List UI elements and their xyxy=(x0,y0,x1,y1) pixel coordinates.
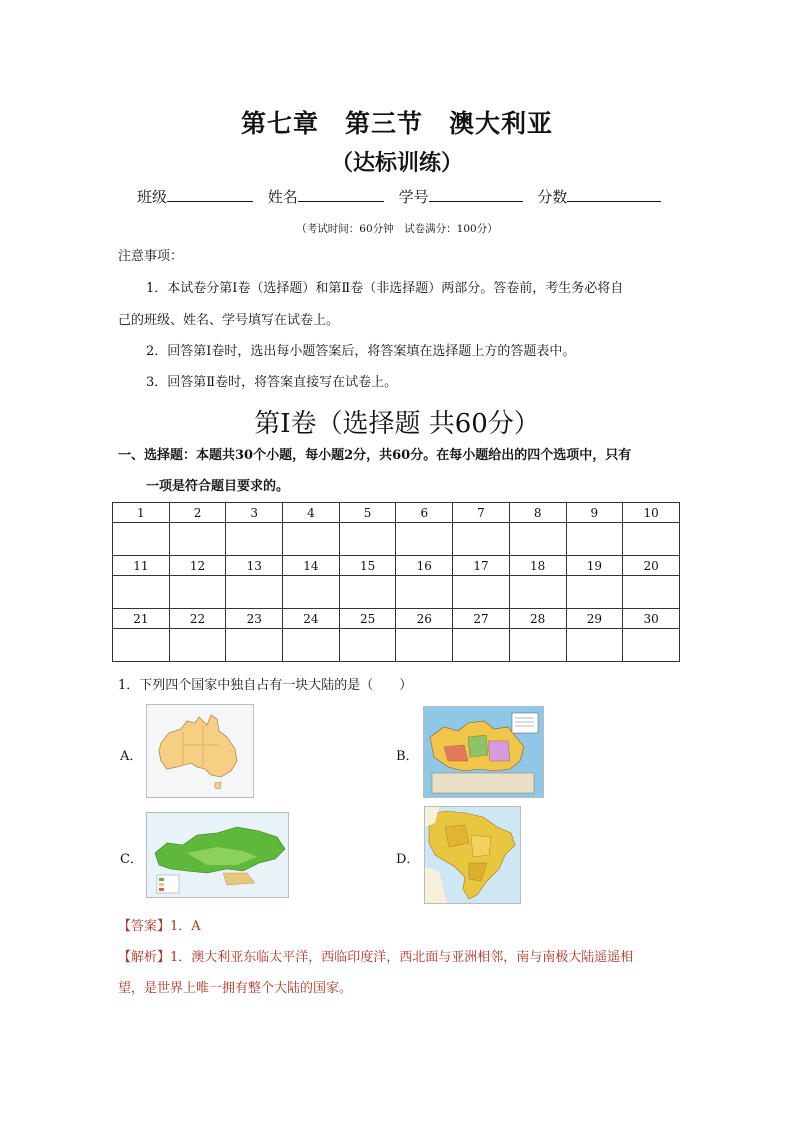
analysis-text-cont: 望，是世界上唯一拥有整个大陆的国家。 xyxy=(118,981,353,996)
analysis-tag: 【解析】 xyxy=(118,950,171,965)
answer-cell[interactable] xyxy=(283,576,340,609)
table-cell: 2 xyxy=(169,503,226,523)
option-a-label[interactable]: A． xyxy=(120,749,143,764)
table-row xyxy=(113,503,680,523)
answer-cell[interactable] xyxy=(113,523,170,556)
answer-cell[interactable] xyxy=(283,523,340,556)
answer-cell[interactable] xyxy=(623,576,680,609)
table-row xyxy=(113,629,680,662)
answer-cell[interactable] xyxy=(453,523,510,556)
answer-cell[interactable] xyxy=(226,576,283,609)
table-cell: 28 xyxy=(509,609,566,629)
page-subtitle: （达标训练） xyxy=(330,151,463,176)
student-info-line xyxy=(137,186,661,207)
section-instruction-cont: 一项是符合题目要求的。 xyxy=(146,479,290,494)
table-row xyxy=(113,523,680,556)
brazil-map[interactable] xyxy=(424,806,521,904)
table-cell: 27 xyxy=(453,609,510,629)
field-name-label: 姓名 xyxy=(267,188,298,206)
brazil-map-graphic xyxy=(425,807,520,903)
note-item-1-cont: 己的班级、姓名、学号填写在试卷上。 xyxy=(118,313,340,328)
answer-cell[interactable] xyxy=(226,629,283,662)
table-cell: 24 xyxy=(283,609,340,629)
table-cell: 21 xyxy=(113,609,170,629)
table-cell: 16 xyxy=(396,556,453,576)
answer-cell[interactable] xyxy=(453,629,510,662)
option-b-label[interactable]: B． xyxy=(396,749,419,764)
analysis-text: 1．澳大利亚东临太平洋，西临印度洋，西北面与亚洲相邻，南与南极大陆遥遥相 xyxy=(170,950,634,965)
field-id-blank[interactable] xyxy=(429,187,523,202)
answer-cell[interactable] xyxy=(339,629,396,662)
answer-cell[interactable] xyxy=(283,629,340,662)
answer-cell[interactable] xyxy=(509,576,566,609)
table-cell: 25 xyxy=(339,609,396,629)
answer-cell[interactable] xyxy=(396,576,453,609)
section-title: 第Ⅰ卷（选择题 共60分） xyxy=(254,409,540,439)
russia-map-graphic xyxy=(147,813,288,897)
australia-map-graphic xyxy=(147,705,253,797)
table-cell: 3 xyxy=(226,503,283,523)
table-cell: 20 xyxy=(623,556,680,576)
answer-cell[interactable] xyxy=(169,629,226,662)
table-cell: 22 xyxy=(169,609,226,629)
table-cell: 23 xyxy=(226,609,283,629)
answer-cell[interactable] xyxy=(169,523,226,556)
table-cell: 10 xyxy=(623,503,680,523)
table-cell: 18 xyxy=(509,556,566,576)
answer-cell[interactable] xyxy=(339,576,396,609)
field-class-label: 班级 xyxy=(137,188,168,206)
answer-tag: 【答案】 xyxy=(118,919,171,934)
table-cell: 11 xyxy=(113,556,170,576)
option-c-label[interactable]: C． xyxy=(120,852,143,867)
canada-map[interactable] xyxy=(423,706,544,798)
table-cell: 9 xyxy=(566,503,623,523)
answer-cell[interactable] xyxy=(169,576,226,609)
answer-table xyxy=(112,502,680,662)
field-name-blank[interactable] xyxy=(298,187,384,202)
answer-cell[interactable] xyxy=(623,629,680,662)
table-cell: 26 xyxy=(396,609,453,629)
table-cell: 1 xyxy=(113,503,170,523)
answer-cell[interactable] xyxy=(566,576,623,609)
note-item-1: 1．本试卷分第Ⅰ卷（选择题）和第Ⅱ卷（非选择题）两部分。答卷前，考生务必将自 xyxy=(146,281,624,296)
page-title: 第七章 第三节 澳大利亚 xyxy=(240,109,553,138)
table-cell: 15 xyxy=(339,556,396,576)
question-1-stem: 1．下列四个国家中独自占有一块大陆的是（ ） xyxy=(118,678,413,693)
note-item-3: 3．回答第Ⅱ卷时，将答案直接写在试卷上。 xyxy=(146,375,398,390)
table-cell: 12 xyxy=(169,556,226,576)
table-cell: 6 xyxy=(396,503,453,523)
table-cell: 19 xyxy=(566,556,623,576)
section-instruction: 一、选择题：本题共30个小题，每小题2分，共60分。在每小题给出的四个选项中，只有 xyxy=(118,448,632,463)
exam-time-note: （考试时间：60分钟 试卷满分：100分） xyxy=(296,223,498,235)
notes-heading: 注意事项： xyxy=(118,249,184,264)
field-score-blank[interactable] xyxy=(567,187,661,202)
table-row xyxy=(113,556,680,576)
answer-cell[interactable] xyxy=(113,576,170,609)
table-cell: 17 xyxy=(453,556,510,576)
table-cell: 13 xyxy=(226,556,283,576)
answer-cell[interactable] xyxy=(226,523,283,556)
answer-cell[interactable] xyxy=(509,629,566,662)
table-row xyxy=(113,576,680,609)
answer-cell[interactable] xyxy=(396,629,453,662)
answer-cell[interactable] xyxy=(566,629,623,662)
answer-line xyxy=(118,915,201,934)
answer-cell[interactable] xyxy=(339,523,396,556)
table-cell: 8 xyxy=(509,503,566,523)
table-cell: 5 xyxy=(339,503,396,523)
answer-value: 1．A xyxy=(170,919,201,934)
table-cell: 7 xyxy=(453,503,510,523)
answer-cell[interactable] xyxy=(566,523,623,556)
table-cell: 29 xyxy=(566,609,623,629)
russia-map[interactable] xyxy=(146,812,289,898)
note-item-2: 2．回答第Ⅰ卷时，选出每小题答案后，将答案填在选择题上方的答题表中。 xyxy=(146,344,576,359)
table-cell: 30 xyxy=(623,609,680,629)
answer-cell[interactable] xyxy=(623,523,680,556)
answer-cell[interactable] xyxy=(113,629,170,662)
answer-cell[interactable] xyxy=(453,576,510,609)
answer-cell[interactable] xyxy=(509,523,566,556)
australia-map[interactable] xyxy=(146,704,254,798)
table-cell: 4 xyxy=(283,503,340,523)
field-class-blank[interactable] xyxy=(167,187,253,202)
table-row xyxy=(113,609,680,629)
answer-cell[interactable] xyxy=(396,523,453,556)
field-score-label: 分数 xyxy=(537,188,568,206)
analysis-line xyxy=(118,946,633,965)
canada-map-graphic xyxy=(424,707,543,797)
table-cell: 14 xyxy=(283,556,340,576)
field-id-label: 学号 xyxy=(398,188,429,206)
option-d-label[interactable]: D． xyxy=(396,852,420,867)
